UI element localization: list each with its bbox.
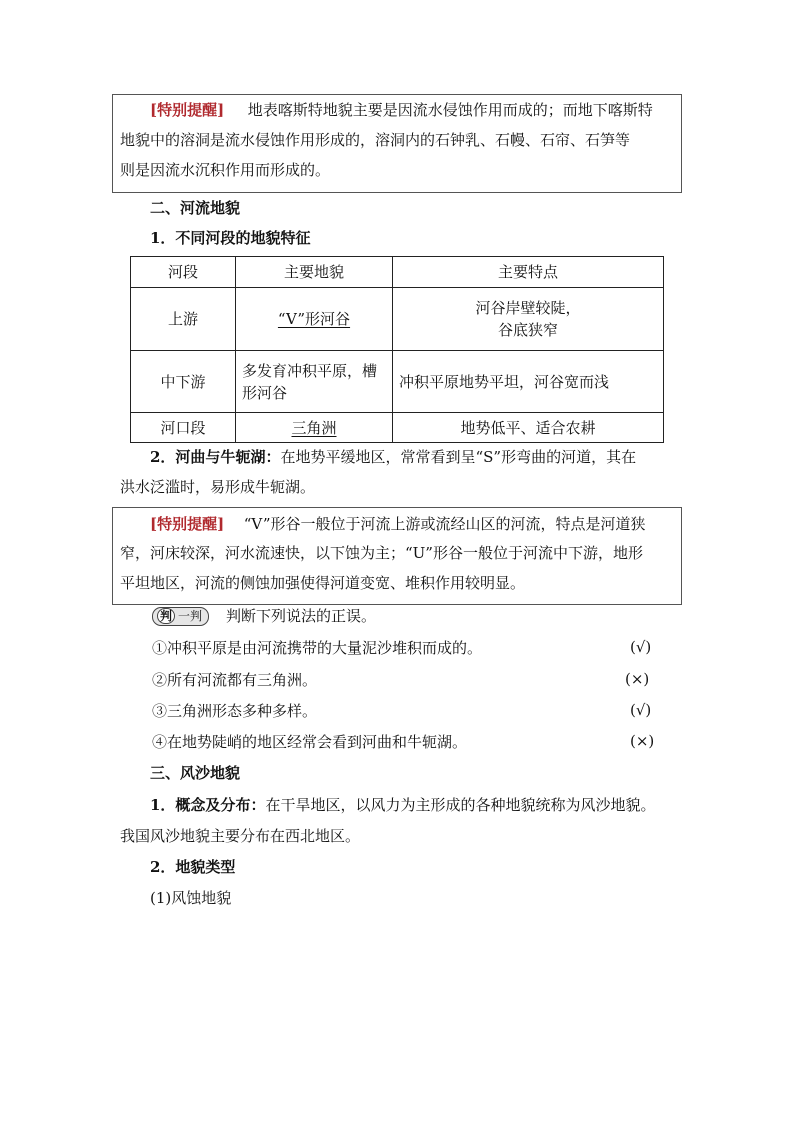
meander-label: 2．河曲与牛轭湖： — [150, 448, 281, 466]
note1-label: [特别提醒] — [150, 101, 225, 119]
judge-item-2: ②所有河流都有三角洲。 — [152, 671, 318, 689]
note2-line2: 窄，河床较深，河水流速快，以下蚀为主；“U”形谷一般位于河流中下游，地形 — [120, 544, 643, 562]
landform-v-valley: “V”形河谷 — [277, 310, 351, 328]
cell-landform — [236, 413, 393, 443]
judge-mark-4: (×) — [630, 732, 655, 750]
header-feature: 主要特点 — [393, 257, 664, 288]
table-header-row — [131, 257, 664, 288]
concept-label: 1．概念及分布： — [150, 796, 266, 814]
header-segment: 河段 — [131, 257, 236, 288]
meander-text: 在地势平缓地区，常常看到呈“S”形弯曲的河道，其在 — [280, 448, 637, 466]
cell-feature: 地势低平、适合农耕 — [393, 413, 664, 443]
concept-text: 在干旱地区，以风力为主形成的各种地貌统称为风沙地貌。 — [265, 796, 656, 814]
landform-line: 形河谷 — [242, 383, 288, 402]
cell-feature: 冲积平原地势平坦，河谷宽而浅 — [393, 351, 664, 413]
judge-item-4: ④在地势陡峭的地区经常会看到河曲和牛轭湖。 — [152, 733, 468, 751]
meander-paragraph-line1 — [150, 447, 636, 467]
meander-paragraph-line2: 洪水泛滥时，易形成牛轭湖。 — [120, 478, 316, 496]
cell-landform — [236, 351, 393, 413]
note2-line3: 平坦地区，河流的侧蚀加强使得河道变宽、堆积作用较明显。 — [120, 574, 526, 592]
judge-badge-rest: 一判 — [178, 609, 203, 623]
judge-item-3: ③三角洲形态多种多样。 — [152, 702, 318, 720]
header-landform: 主要地貌 — [236, 257, 393, 288]
subheading-segments: 1．不同河段的地貌特征 — [150, 229, 311, 247]
judge-mark-2: (×) — [625, 670, 650, 688]
river-landform-table — [130, 256, 664, 443]
section-heading-aeolian: 三、风沙地貌 — [150, 764, 241, 782]
note2-line1 — [150, 514, 646, 534]
landform-line: 多发育冲积平原，槽 — [242, 361, 378, 380]
cell-landform — [236, 288, 393, 351]
note2-text-1: “V”形谷一般位于河流上游或流经山区的河流，特点是河道狭 — [243, 515, 646, 533]
feature-line: 河谷岸壁较陡， — [475, 299, 581, 317]
judge-mark-1: (√) — [630, 638, 652, 656]
cell-feature — [393, 288, 664, 351]
judge-instruction: 判断下列说法的正误。 — [226, 607, 377, 625]
table-row — [131, 288, 664, 351]
section-heading-river: 二、河流地貌 — [150, 199, 241, 217]
feature-line — [399, 319, 657, 341]
feature-narrow: 谷底狭窄 — [497, 321, 558, 339]
table-row — [131, 351, 664, 413]
cell-segment: 中下游 — [131, 351, 236, 413]
subheading-landform-types: 2．地貌类型 — [150, 858, 236, 876]
note2-label: [特别提醒] — [150, 515, 225, 533]
cell-segment: 上游 — [131, 288, 236, 351]
judge-badge — [152, 607, 209, 626]
judge-mark-3: (√) — [630, 701, 652, 719]
landform-delta: 三角洲 — [291, 418, 337, 437]
table-row — [131, 413, 664, 443]
subheading-wind-erosion: (1)风蚀地貌 — [150, 889, 232, 907]
note1-text-1: 地表喀斯特地貌主要是因流水侵蚀作用而成的；而地下喀斯特 — [247, 101, 653, 119]
cell-segment: 河口段 — [131, 413, 236, 443]
note1-line2: 地貌中的溶洞是流水侵蚀作用形成的，溶洞内的石钟乳、石幔、石帘、石笋等 — [120, 131, 631, 149]
note1-line3: 则是因流水沉积作用而形成的。 — [120, 161, 331, 179]
note1-line1 — [150, 100, 653, 120]
judge-badge-first: 判 — [157, 608, 175, 624]
concept-line2: 我国风沙地貌主要分布在西北地区。 — [120, 827, 361, 845]
judge-item-1: ①冲积平原是由河流携带的大量泥沙堆积而成的。 — [152, 639, 483, 657]
concept-line1 — [150, 795, 655, 815]
